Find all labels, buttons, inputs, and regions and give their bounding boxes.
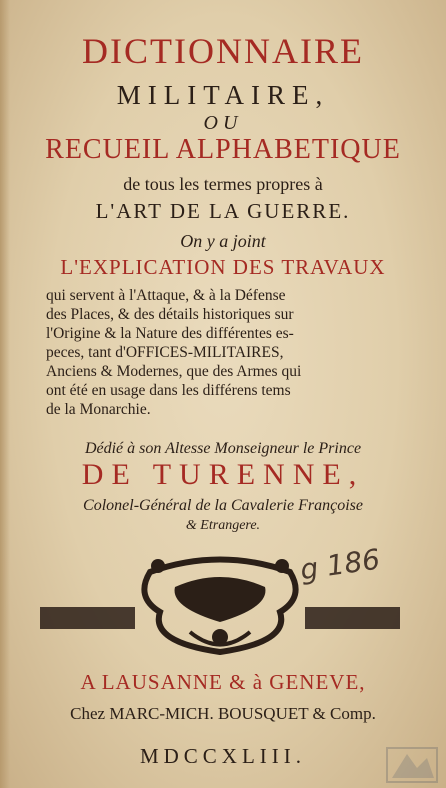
body-line: qui servent à l'Attaque, & à la Défense bbox=[46, 287, 286, 304]
body-line: des Places, & des détails historiques sur bbox=[46, 306, 294, 323]
dedication-colonel: Colonel-Général de la Cavalerie Françoise bbox=[83, 497, 363, 514]
body-line: l'Origine & la Nature des différentes es- bbox=[46, 325, 294, 342]
dedication-turenne: DE TURENNE, bbox=[81, 458, 365, 491]
imprint-publisher: Chez MARC-MICH. BOUSQUET & Comp. bbox=[70, 704, 376, 723]
printers-ornament bbox=[40, 552, 400, 662]
dedication-etrangere: & Etrangere. bbox=[185, 518, 261, 533]
dedication-line: Dédié à son Altesse Monseigneur le Prince bbox=[84, 440, 362, 457]
imprint-city: A LAUSANNE & à GENEVE, bbox=[80, 670, 366, 694]
body-line: peces, tant d'OFFICES-MILITAIRES, bbox=[46, 344, 284, 361]
title-line-joint: On y a joint bbox=[180, 231, 266, 251]
body-line: ont été en usage dans les différens tems bbox=[46, 382, 291, 399]
library-watermark bbox=[382, 740, 442, 788]
title-line-explication: L'EXPLICATION DES TRAVAUX bbox=[60, 255, 386, 279]
body-paragraph bbox=[46, 286, 416, 419]
title-line-dictionnaire: DICTIONNAIRE bbox=[82, 31, 364, 71]
imprint-year: MDCCXLIII. bbox=[139, 744, 307, 768]
body-line: Anciens & Modernes, que des Armes qui bbox=[46, 363, 302, 380]
body-line: de la Monarchie. bbox=[46, 401, 151, 418]
title-line-art-guerre: L'ART DE LA GUERRE. bbox=[95, 199, 351, 223]
title-line-militaire: MILITAIRE, bbox=[116, 80, 330, 110]
title-line-termes: de tous les termes propres à bbox=[123, 174, 323, 194]
title-line-recueil: RECUEIL ALPHABETIQUE bbox=[45, 134, 401, 165]
title-line-ou: OU bbox=[203, 112, 243, 134]
shelfmark-handwritten: g 186 bbox=[298, 542, 383, 587]
